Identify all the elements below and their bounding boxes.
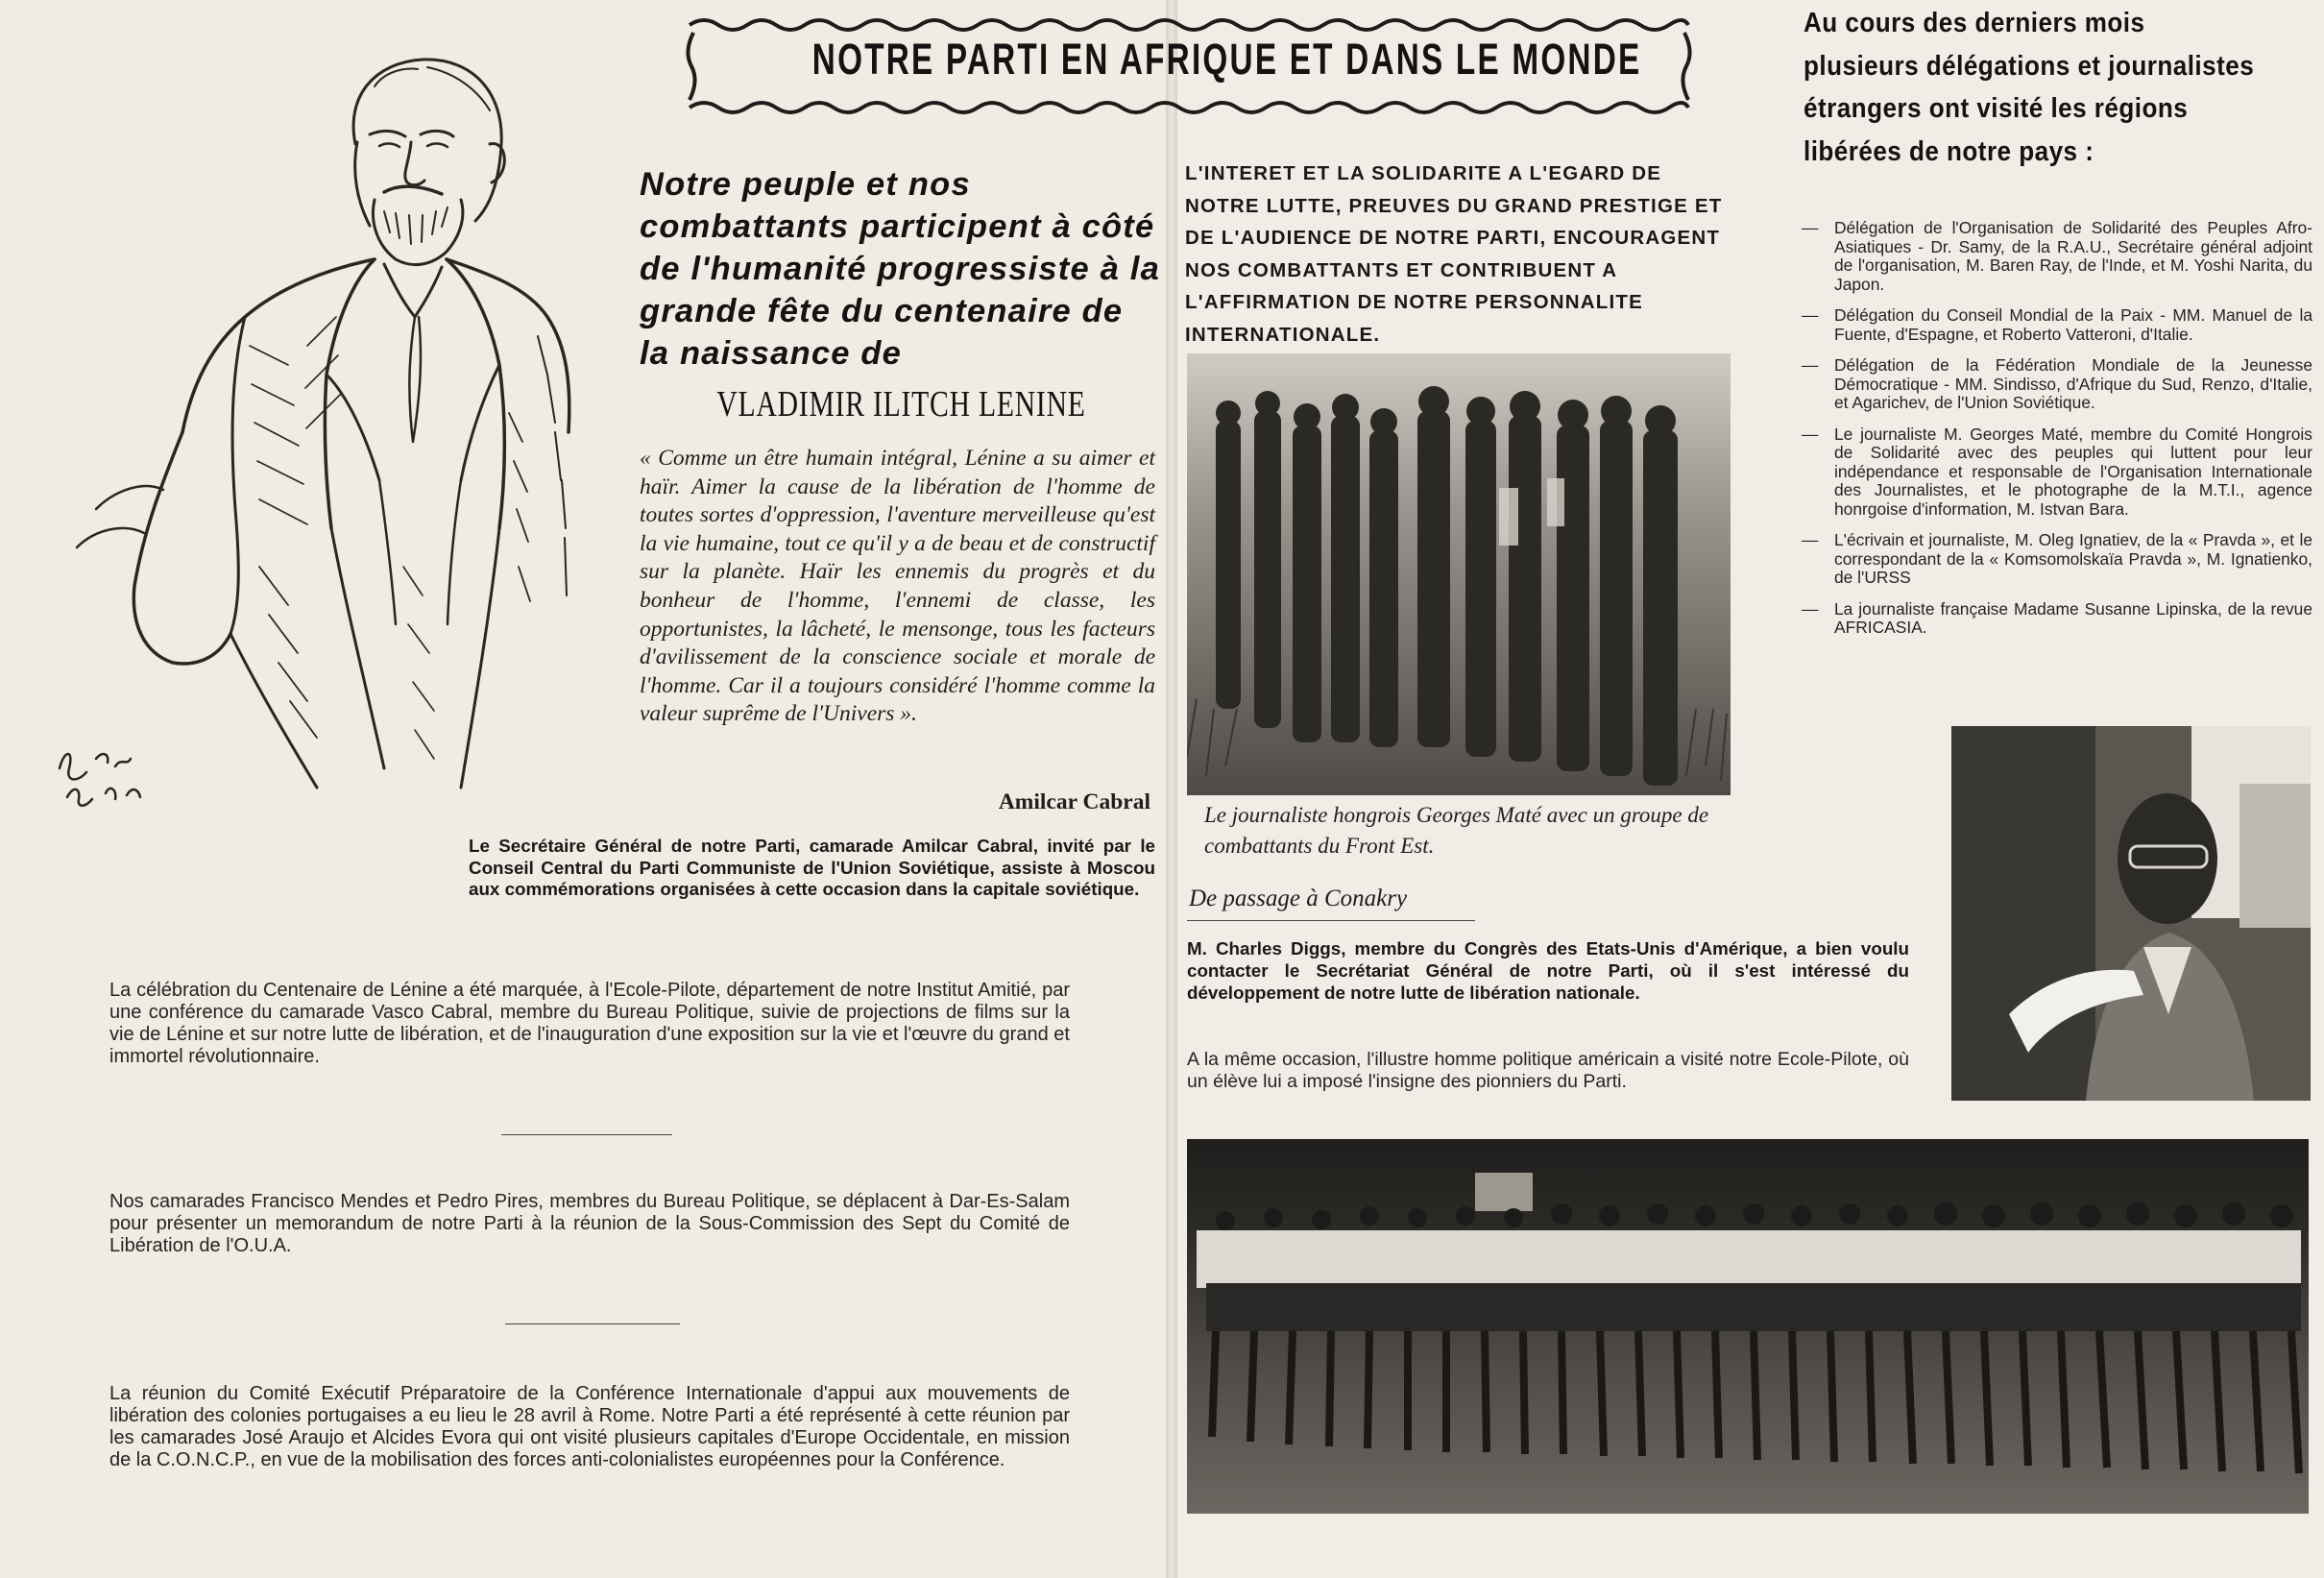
photo-caption: Le journaliste hongrois Georges Maté avec un groupe de combattants du Front Est. bbox=[1204, 803, 1709, 858]
delegations-intro: Au cours des derniers mois plusieurs délégations et journalistes étrangers ont visité les régions libérées de notre pays : bbox=[1804, 8, 2255, 167]
pioneers-photo bbox=[1187, 1139, 2309, 1514]
section-divider bbox=[505, 1323, 680, 1324]
quote-author: Amilcar Cabral bbox=[998, 789, 1150, 814]
list-item: — La journaliste française Madame Susanne Lipinska, de la revue AFRICASIA. bbox=[1802, 600, 2312, 638]
list-item: — Le journaliste M. Georges Maté, membre du Comité Hongrois de Solidarité avec des peuples qui luttent pour leur indépendance et responsable de l'Organisation Internationale des Journalistes, et le photographe de la M.T.I., agence honrgoise d'information, M. Istvan Bara. bbox=[1802, 425, 2312, 520]
celebration-paragraph: La célébration du Centenaire de Lénine a été marquée, à l'Ecole-Pilote, département de notre Institut Amitié, par une conférence du camarade Vasco Cabral, membre du Bureau Politique, suivie de projections de films sur la vie de Lénine et sur notre lutte de libération, et de l'inauguration d'une exposition sur la vie et l'œuvre du grand et immortel révolutionnaire. bbox=[109, 980, 1070, 1067]
page-fold bbox=[1166, 0, 1177, 1578]
lenin-sketch-illustration bbox=[38, 29, 595, 816]
delegations-list bbox=[1802, 219, 2312, 650]
solidarity-caps-text: L'INTERET ET LA SOLIDARITE A L'EGARD DE NOTRE LUTTE, PREUVES DU GRAND PRESTIGE ET DE L'AUDIENCE DE NOTRE PARTI, ENCOURAGENT NOS COMBATTANTS ET CONTRIBUENT A L'AFFIRMATION DE NOTRE PERSONNALITE INTERNATIONALE. bbox=[1185, 162, 1723, 346]
list-item: — L'écrivain et journaliste, M. Oleg Ignatiev, de la « Pravda », et le correspondant de la « Komsomolskaïa Pravda », M. Ignatienko, de l'URSS bbox=[1802, 531, 2312, 588]
list-item: — Délégation du Conseil Mondial de la Paix - MM. Manuel de la Fuente, d'Espagne, et Roberto Vatteroni, d'Italie. bbox=[1802, 306, 2312, 344]
diggs-paragraph: A la même occasion, l'illustre homme politique américain a visité notre Ecole-Pilote, où un élève lui a imposé l'insigne des pionniers du Parti. bbox=[1187, 1049, 1909, 1092]
section-divider bbox=[501, 1134, 672, 1135]
diggs-bold-paragraph: M. Charles Diggs, membre du Congrès des Etats-Unis d'Amérique, a bien voulu contacter le Secrétariat Général de notre Parti, où il s'est intéressé du développement de notre lutte de libération nationale. bbox=[1187, 938, 1909, 1003]
conakry-heading-underline bbox=[1187, 920, 1475, 921]
diggs-photo bbox=[1951, 726, 2311, 1101]
rome-paragraph: La réunion du Comité Exécutif Préparatoire de la Conférence Internationale d'appui aux mouvements de libération des colonies portugaises a eu lieu le 28 avril à Rome. Notre Parti a été représenté à cette réunion par les camarades José Araujo et Alcides Evora qui ont visité plusieurs capitales d'Europe Occidentale, en mission de la C.O.N.C.P., en vue de la mobilisation des forces anti-colonialistes européennes pour la Conférence. bbox=[109, 1383, 1070, 1470]
combatants-photo bbox=[1187, 353, 1731, 795]
secretary-paragraph: Le Secrétaire Général de notre Parti, camarade Amilcar Cabral, invité par le Conseil Central du Parti Communiste de l'Union Soviétique, assiste à Moscou aux commémorations organisées à cette occasion dans la capitale soviétique. bbox=[469, 836, 1155, 900]
conakry-heading: De passage à Conakry bbox=[1189, 886, 1408, 911]
lenin-headline: Notre peuple et nos combattants participent à côté de l'humanité progressiste à la grande fête du centenaire de la naissance de bbox=[640, 166, 1160, 372]
list-item: — Délégation de la Fédération Mondiale de la Jeunesse Démocratique - MM. Sindisso, d'Afrique du Sud, Renzo, d'Italie, et Agarichev, de l'Union Soviétique. bbox=[1802, 356, 2312, 413]
banner-title: NOTRE PARTI EN AFRIQUE ET DANS LE MONDE bbox=[811, 35, 1642, 84]
lenin-name: VLADIMIR ILITCH LENINE bbox=[716, 384, 1086, 425]
dar-es-salam-paragraph: Nos camarades Francisco Mendes et Pedro Pires, membres du Bureau Politique, se déplacent à Dar-Es-Salam pour présenter un memorandum de notre Parti à la réunion de la Sous-Commission des Sept du Comité de Libération de l'O.U.A. bbox=[109, 1191, 1070, 1256]
cabral-quote: « Comme un être humain intégral, Lénine a su aimer et haïr. Aimer la cause de la libération de l'homme de toutes sortes d'oppression, l'aventure merveilleuse qu'est la vie humaine, tout ce qu'il y a de beau et de constructif sur la planète. Haïr les ennemis du progrès et du bonheur de l'homme, l'ennemi de classe, les opportunistes, la lâcheté, le mensonge, tous les facteurs d'avilissement de la conscience sociale et morale de l'homme. Car il a toujours considéré l'homme comme la valeur suprême de l'Univers ». bbox=[640, 446, 1155, 727]
list-item: — Délégation de l'Organisation de Solidarité des Peuples Afro-Asiatiques - Dr. Samy, de la R.A.U., Secrétaire général adjoint de l'organisation, M. Baren Ray, de l'Inde, et M. Yoshi Narita, du Japon. bbox=[1802, 219, 2312, 294]
